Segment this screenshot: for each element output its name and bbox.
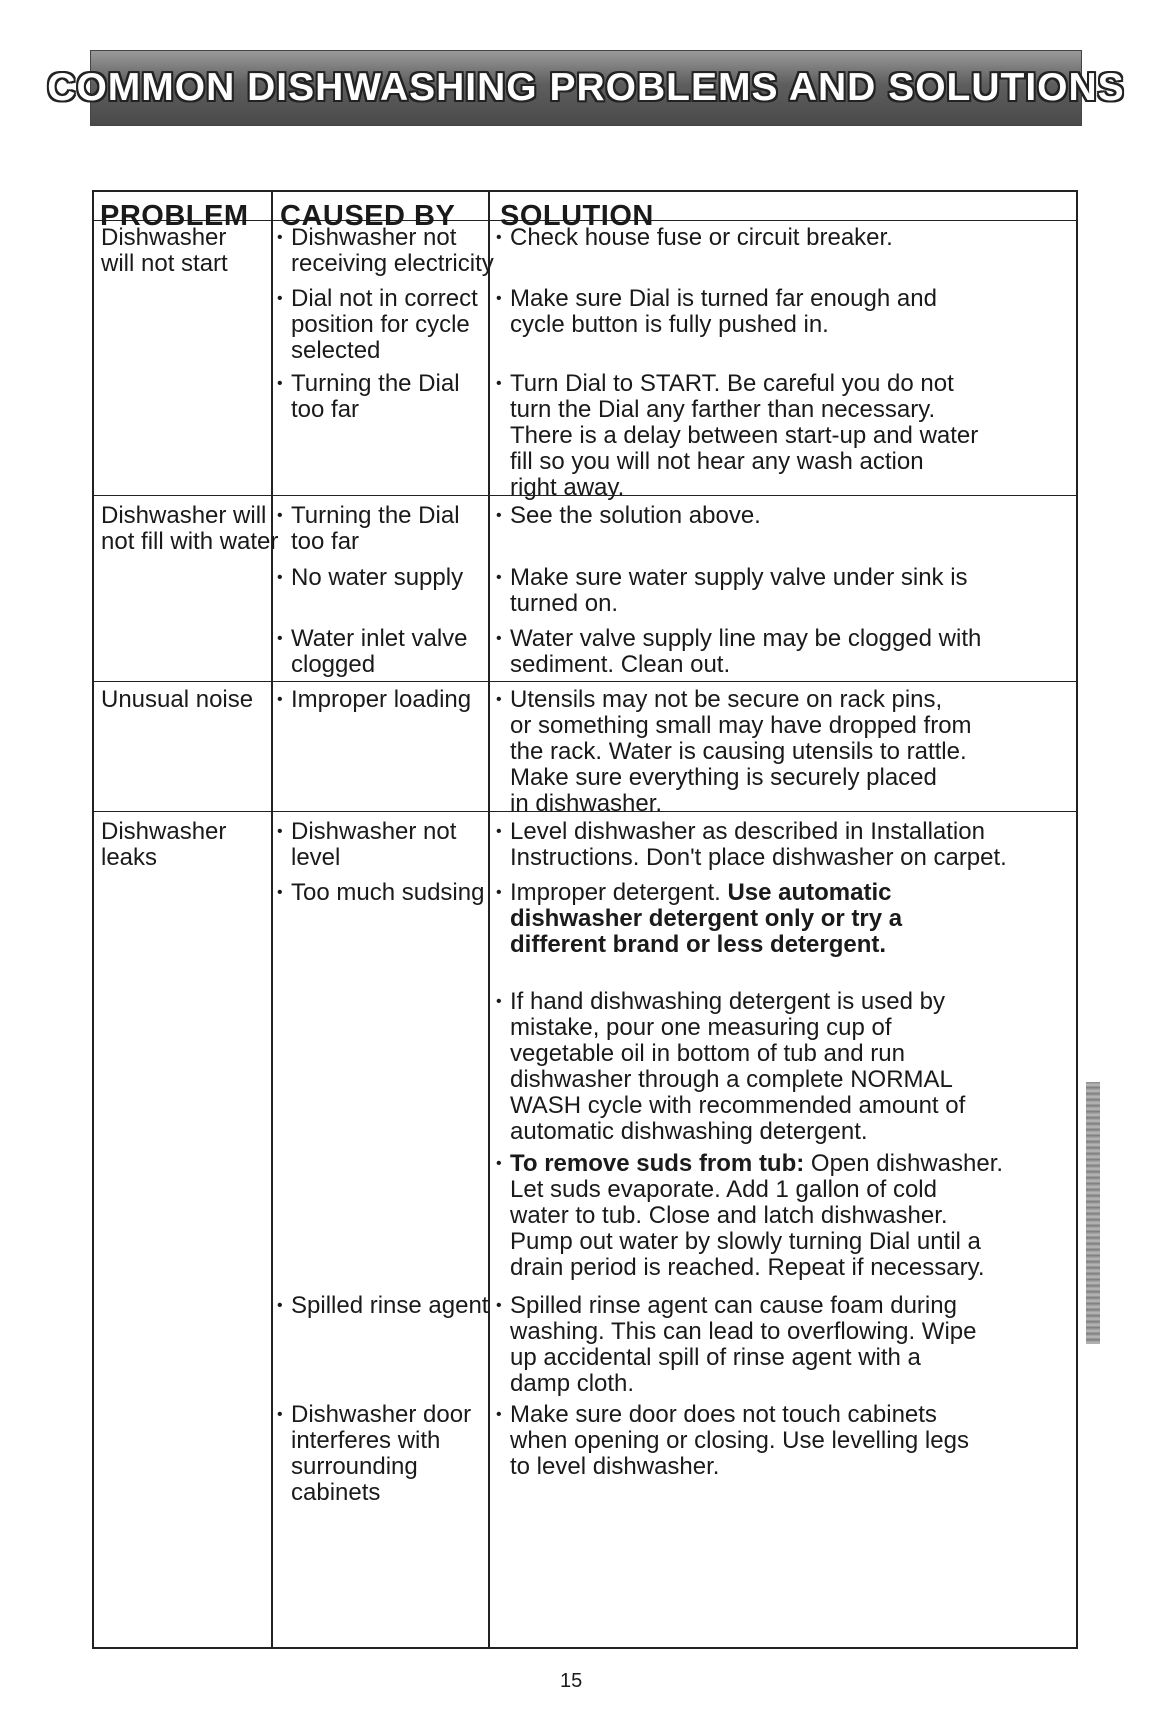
solution-bullet [496, 503, 504, 532]
solution-text-detergent-bold: dishwasher detergent only or try a different brand or less detergent. [510, 905, 903, 958]
solution-bullet [496, 626, 504, 655]
solution-bullet [496, 1151, 504, 1180]
solution-text: Turn Dial to START. Be careful you do not turn the Dial any farther than necessary. There is a delay between start-up and water fill so you will not hear any wash action right away. [510, 370, 979, 501]
cause-text: Water inlet valve clogged [291, 625, 468, 678]
page-number: 15 [560, 1670, 583, 1692]
solution-text-remove-suds: To remove suds from tub: Open dishwasher. [510, 1150, 1004, 1177]
problem-will-not-start: Dishwasher will not start [101, 224, 228, 277]
solution-bullet [496, 1402, 504, 1431]
solution-bullet [496, 1293, 504, 1322]
cause-bullet [277, 626, 285, 655]
solution-bullet [496, 687, 504, 716]
column-divider-problem [271, 192, 273, 1647]
column-divider-cause [488, 192, 490, 1647]
solution-bullet [496, 880, 504, 909]
cause-text: Improper loading [291, 686, 472, 713]
problem-will-not-fill: Dishwasher will not fill with water [101, 502, 279, 555]
header-caused-by: CAUSED BY [280, 200, 456, 232]
solution-bullet [496, 286, 504, 315]
solution-text: Check house fuse or circuit breaker. [510, 224, 893, 251]
cause-bullet [277, 503, 285, 532]
cause-bullet [277, 1293, 285, 1322]
solution-text-detergent: Improper detergent. Use automatic [510, 879, 892, 906]
solution-bullet [496, 819, 504, 848]
page-edge-tab [1086, 1082, 1100, 1344]
cause-text: Turning the Dial too far [291, 370, 460, 423]
solution-text: Water valve supply line may be clogged with sediment. Clean out. [510, 625, 982, 678]
solution-bullet [496, 989, 504, 1018]
cause-text: No water supply [291, 564, 464, 591]
cause-text: Dishwasher not level [291, 818, 457, 871]
solution-text: Level dishwasher as described in Installation Instructions. Don't place dishwasher on carpet. [510, 818, 1007, 871]
solution-text: Make sure water supply valve under sink is turned on. [510, 564, 968, 617]
cause-bullet [277, 371, 285, 400]
problem-leaks: Dishwasher leaks [101, 818, 227, 871]
solution-bullet [496, 225, 504, 254]
solution-text-remove-suds-more: Let suds evaporate. Add 1 gallon of cold water to tub. Close and latch dishwasher. Pump out water by slowly turning Dial until a drain period is reached. Repeat if necessary. [510, 1176, 985, 1281]
cause-text: Dishwasher door interferes with surrounding cabinets [291, 1401, 472, 1506]
solution-text: Utensils may not be secure on rack pins, or something small may have dropped from the rack. Water is causing utensils to rattle. Make sure everything is securely placed in dishwasher. [510, 686, 972, 817]
solution-bullet [496, 565, 504, 594]
cause-bullet [277, 286, 285, 315]
solution-bullet [496, 371, 504, 400]
solution-text-hand-detergent: If hand dishwashing detergent is used by mistake, pour one measuring cup of vegetable oil in bottom of tub and run dishwasher through a complete NORMAL WASH cycle with recommended amount of automatic dishwashing detergent. [510, 988, 966, 1145]
cause-text: Too much sudsing [291, 879, 485, 906]
problem-unusual-noise: Unusual noise [101, 686, 254, 713]
cause-no-electricity [277, 225, 285, 254]
cause-bullet [277, 687, 285, 716]
solution-text: Make sure Dial is turned far enough and cycle button is fully pushed in. [510, 285, 937, 338]
solution-text: Spilled rinse agent can cause foam during washing. This can lead to overflowing. Wipe up accidental spill of rinse agent with a damp cloth. [510, 1292, 977, 1397]
cause-text: Spilled rinse agent [291, 1292, 489, 1319]
cause-text: Dishwasher not receiving electricity [291, 224, 494, 277]
solution-text: See the solution above. [510, 502, 761, 529]
page-title: COMMON DISHWASHING PROBLEMS AND SOLUTIONS [47, 66, 1125, 109]
cause-bullet [277, 1402, 285, 1431]
page-banner [47, 50, 1125, 126]
cause-bullet [277, 819, 285, 848]
cause-bullet [277, 565, 285, 594]
row-divider-2 [94, 681, 1076, 682]
header-problem: PROBLEM [100, 200, 249, 232]
solution-text: Make sure door does not touch cabinets when opening or closing. Use levelling legs to level dishwasher. [510, 1401, 969, 1480]
cause-text: Dial not in correct position for cycle selected [291, 285, 478, 364]
troubleshooting-table [92, 190, 1078, 1649]
cause-bullet [277, 880, 285, 909]
cause-text: Turning the Dial too far [291, 502, 460, 555]
header-solution: SOLUTION [500, 200, 654, 232]
